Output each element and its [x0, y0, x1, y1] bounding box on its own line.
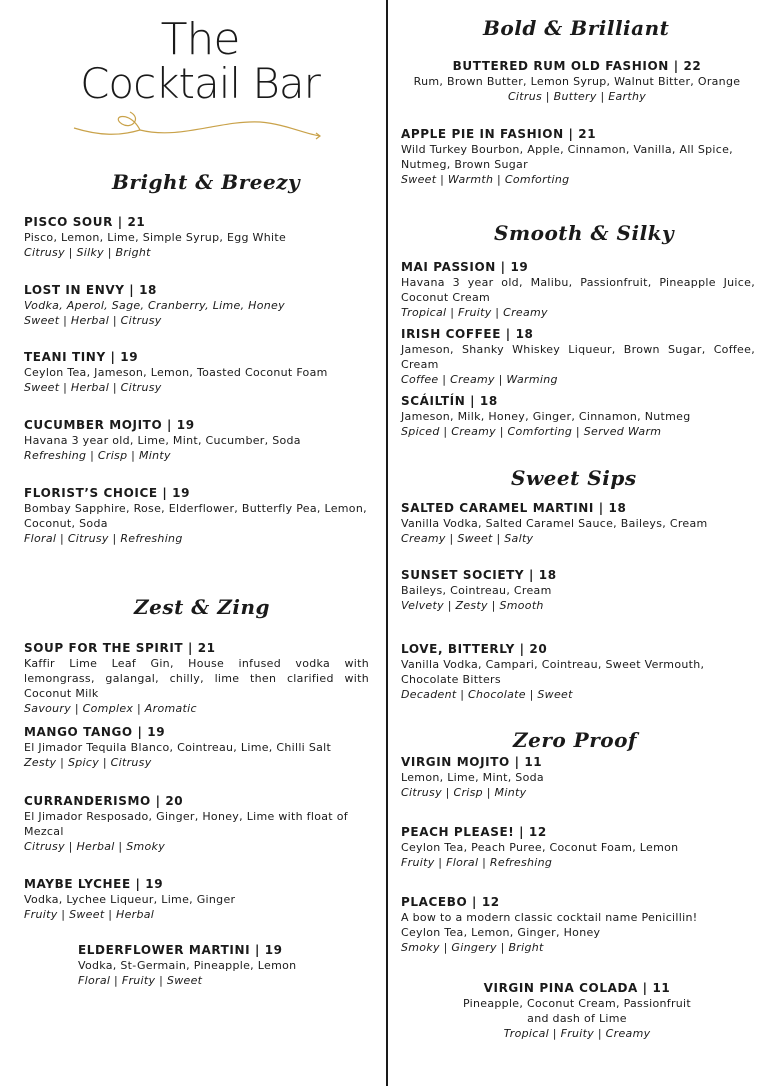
item-name: APPLE PIE IN FASHION | 21 — [401, 127, 597, 141]
menu-item — [24, 724, 369, 770]
item-name: PEACH PLEASE! | 12 — [401, 825, 547, 839]
menu-item — [401, 259, 755, 320]
item-tags: Zesty | Spicy | Citrusy — [24, 756, 152, 769]
item-name: MAYBE LYCHEE | 19 — [24, 877, 164, 891]
menu-item — [401, 126, 755, 187]
item-tags: Sweet | Warmth | Comforting — [401, 173, 570, 186]
item-name: VIRGIN MOJITO | 11 — [401, 755, 543, 769]
menu-item — [401, 393, 755, 439]
item-note: A bow to a modern classic cocktail name Penicillin! — [401, 911, 698, 924]
item-ingredients: Jameson, Shanky Whiskey Liqueur, Brown Sugar, Coffee, Cream — [401, 343, 755, 371]
item-tags: Tropical | Fruity | Creamy — [503, 1027, 651, 1040]
item-ingredients: Jameson, Milk, Honey, Ginger, Cinnamon, Nutmeg — [401, 410, 691, 423]
item-name: LOST IN ENVY | 18 — [24, 283, 157, 297]
item-name: SALTED CARAMEL MARTINI | 18 — [401, 501, 627, 515]
menu-item — [401, 567, 755, 613]
section-title-smooth: Smooth & Silky — [494, 221, 675, 245]
item-tags: Floral | Fruity | Sweet — [78, 974, 203, 987]
item-ingredients: Vodka, Lychee Liqueur, Lime, Ginger — [24, 893, 236, 906]
flourish-icon — [70, 100, 330, 140]
item-ingredients: Bombay Sapphire, Rose, Elderflower, Butterfly Pea, Lemon, Coconut, Soda — [24, 502, 367, 530]
menu-item — [24, 282, 369, 328]
item-ingredients-line1: Pineapple, Coconut Cream, Passionfruit — [462, 997, 692, 1010]
menu-item — [24, 640, 369, 716]
section-title-sweet: Sweet Sips — [511, 466, 637, 490]
menu-item — [401, 500, 755, 546]
section-title-zero: Zero Proof — [513, 728, 638, 752]
menu-item — [24, 417, 369, 463]
item-name: IRISH COFFEE | 18 — [401, 327, 534, 341]
item-name: PLACEBO | 12 — [401, 895, 500, 909]
menu-item — [24, 793, 369, 854]
column-divider — [386, 0, 388, 1086]
item-tags: Tropical | Fruity | Creamy — [401, 306, 548, 319]
item-ingredients: Vanilla Vodka, Campari, Cointreau, Sweet Vermouth, Chocolate Bitters — [401, 658, 705, 686]
item-ingredients: Kaffir Lime Leaf Gin, House infused vodka with lemongrass, galangal, chilly, lime then clarified with Coconut Milk — [24, 657, 369, 700]
item-name: TEANI TINY | 19 — [24, 350, 139, 364]
item-name: VIRGIN PINA COLADA | 11 — [483, 981, 671, 995]
item-tags: Coffee | Creamy | Warming — [401, 373, 558, 386]
item-ingredients: El Jimador Resposado, Ginger, Honey, Lime with float of Mezcal — [24, 810, 348, 838]
item-tags: Creamy | Sweet | Salty — [401, 532, 534, 545]
item-name: BUTTERED RUM OLD FASHION | 22 — [452, 59, 702, 73]
item-tags: Citrusy | Silky | Bright — [24, 246, 151, 259]
item-tags: Fruity | Sweet | Herbal — [24, 908, 155, 921]
logo-line1: The — [160, 14, 240, 65]
item-tags: Savoury | Complex | Aromatic — [24, 702, 197, 715]
item-tags: Citrusy | Herbal | Smoky — [24, 840, 166, 853]
item-tags: Refreshing | Crisp | Minty — [24, 449, 171, 462]
item-ingredients: Rum, Brown Butter, Lemon Syrup, Walnut Bitter, Orange — [413, 75, 741, 88]
item-tags: Citrus | Buttery | Earthy — [507, 90, 647, 103]
section-title-bold: Bold & Brilliant — [483, 16, 670, 40]
item-name: MANGO TANGO | 19 — [24, 725, 166, 739]
menu-item — [78, 942, 368, 988]
item-name: CURRANDERISMO | 20 — [24, 794, 184, 808]
item-ingredients: Lemon, Lime, Mint, Soda — [401, 771, 544, 784]
item-ingredients: Wild Turkey Bourbon, Apple, Cinnamon, Vanilla, All Spice, Nutmeg, Brown Sugar — [401, 143, 733, 171]
item-ingredients: Havana 3 year old, Lime, Mint, Cucumber, Soda — [24, 434, 301, 447]
item-tags: Sweet | Herbal | Citrusy — [24, 314, 162, 327]
item-name: SCÁILTÍN | 18 — [401, 394, 498, 408]
menu-item — [24, 876, 369, 922]
item-name: FLORIST’S CHOICE | 19 — [24, 486, 191, 500]
logo-line2: Cocktail Bar — [80, 59, 320, 108]
menu-item — [24, 349, 369, 395]
menu-item — [401, 754, 755, 800]
item-tags: Smoky | Gingery | Bright — [401, 941, 544, 954]
item-ingredients: Vanilla Vodka, Salted Caramel Sauce, Baileys, Cream — [401, 517, 708, 530]
item-ingredients: Ceylon Tea, Jameson, Lemon, Toasted Coconut Foam — [24, 366, 328, 379]
menu-item — [401, 824, 755, 870]
item-tags: Fruity | Floral | Refreshing — [401, 856, 553, 869]
item-ingredients: Vodka, Aperol, Sage, Cranberry, Lime, Honey — [24, 299, 285, 312]
section-title-bright: Bright & Breezy — [112, 170, 301, 194]
item-ingredients: Vodka, St-Germain, Pineapple, Lemon — [78, 959, 297, 972]
menu-item — [24, 214, 369, 260]
item-name: CUCUMBER MOJITO | 19 — [24, 418, 195, 432]
item-ingredients: Pisco, Lemon, Lime, Simple Syrup, Egg White — [24, 231, 287, 244]
item-ingredients: Ceylon Tea, Lemon, Ginger, Honey — [401, 926, 601, 939]
section-title-zest: Zest & Zing — [134, 595, 271, 619]
menu-item — [401, 641, 755, 702]
menu-item — [400, 58, 754, 104]
item-tags: Decadent | Chocolate | Sweet — [401, 688, 573, 701]
item-name: MAI PASSION | 19 — [401, 260, 529, 274]
menu-item — [24, 485, 369, 546]
item-name: LOVE, BITTERLY | 20 — [401, 642, 548, 656]
item-name: SOUP FOR THE SPIRIT | 21 — [24, 641, 216, 655]
item-tags: Velvety | Zesty | Smooth — [401, 599, 544, 612]
item-tags: Citrusy | Crisp | Minty — [401, 786, 527, 799]
menu-item — [401, 894, 755, 955]
item-ingredients: Ceylon Tea, Peach Puree, Coconut Foam, Lemon — [401, 841, 679, 854]
item-tags: Floral | Citrusy | Refreshing — [24, 532, 183, 545]
item-name: PISCO SOUR | 21 — [24, 215, 146, 229]
item-ingredients: Havana 3 year old, Malibu, Passionfruit, Pineapple Juice, Coconut Cream — [401, 276, 755, 304]
item-tags: Spiced | Creamy | Comforting | Served Warm — [401, 425, 662, 438]
menu-item — [400, 980, 754, 1041]
logo — [60, 10, 340, 140]
item-name: ELDERFLOWER MARTINI | 19 — [78, 943, 283, 957]
item-ingredients-line2: and dash of Lime — [527, 1012, 627, 1025]
item-tags: Sweet | Herbal | Citrusy — [24, 381, 162, 394]
item-ingredients: El Jimador Tequila Blanco, Cointreau, Lime, Chilli Salt — [24, 741, 332, 754]
menu-item — [401, 326, 755, 387]
item-name: SUNSET SOCIETY | 18 — [401, 568, 557, 582]
item-ingredients: Baileys, Cointreau, Cream — [401, 584, 552, 597]
